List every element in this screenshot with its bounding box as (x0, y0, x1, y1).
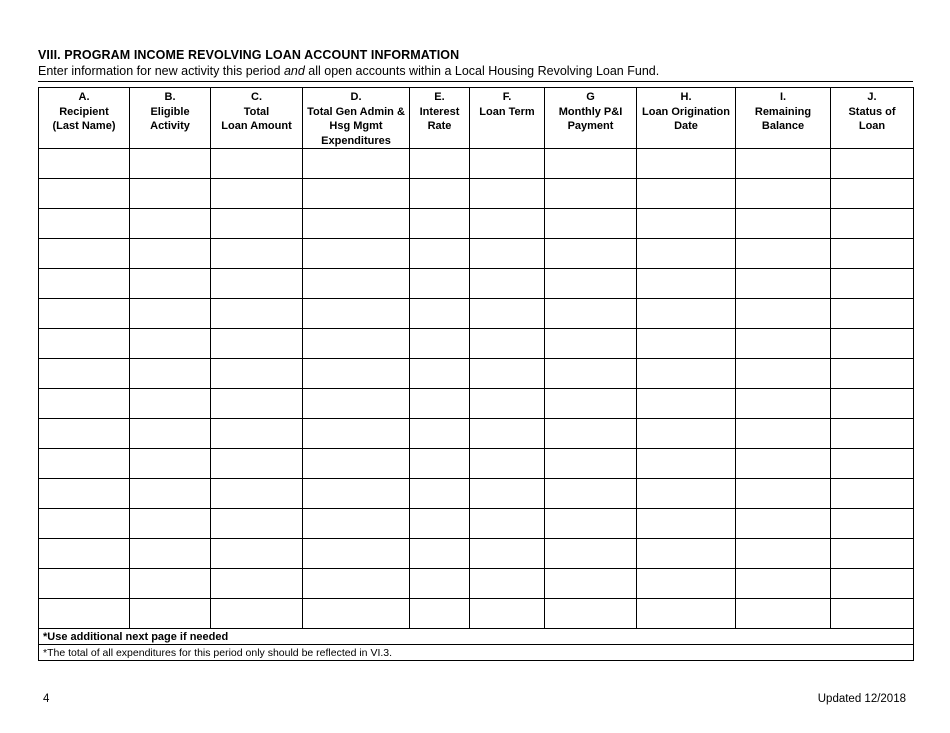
entry-cell-remaining-balance[interactable] (736, 389, 831, 419)
entry-cell-recipient[interactable] (39, 599, 130, 629)
table-row (39, 569, 914, 599)
column-header-monthly-payment: G Monthly P&I Payment (545, 88, 637, 149)
entry-cell-recipient[interactable] (39, 479, 130, 509)
entry-cell-total-loan-amount[interactable] (211, 539, 303, 569)
entry-cell-loan-status[interactable] (831, 539, 914, 569)
entry-cell-monthly-payment[interactable] (545, 509, 637, 539)
entry-cell-recipient[interactable] (39, 359, 130, 389)
table-row (39, 539, 914, 569)
entry-cell-eligible-activity[interactable] (130, 389, 211, 419)
entry-cell-origination-date[interactable] (637, 239, 736, 269)
entry-cell-eligible-activity[interactable] (130, 569, 211, 599)
table-row (39, 209, 914, 239)
entry-cell-origination-date[interactable] (637, 599, 736, 629)
entry-cell-eligible-activity[interactable] (130, 299, 211, 329)
table-row (39, 269, 914, 299)
entry-cell-loan-status[interactable] (831, 329, 914, 359)
entry-cell-interest-rate[interactable] (410, 299, 470, 329)
table-row (39, 479, 914, 509)
table-row (39, 449, 914, 479)
entry-cell-total-loan-amount[interactable] (211, 179, 303, 209)
table-body (39, 149, 914, 629)
table-row (39, 599, 914, 629)
entry-cell-admin-expenditures[interactable] (303, 479, 410, 509)
entry-cell-eligible-activity[interactable] (130, 209, 211, 239)
entry-cell-loan-term[interactable] (470, 209, 545, 239)
updated-date: Updated 12/2018 (817, 693, 906, 705)
entry-cell-interest-rate[interactable] (410, 449, 470, 479)
instruction-text-start: Enter information for new activity this period (38, 64, 284, 78)
entry-cell-remaining-balance[interactable] (736, 329, 831, 359)
entry-cell-total-loan-amount[interactable] (211, 269, 303, 299)
entry-cell-remaining-balance[interactable] (736, 359, 831, 389)
entry-cell-loan-term[interactable] (470, 149, 545, 179)
entry-cell-admin-expenditures[interactable] (303, 329, 410, 359)
entry-cell-remaining-balance[interactable] (736, 599, 831, 629)
entry-cell-admin-expenditures[interactable] (303, 509, 410, 539)
entry-cell-total-loan-amount[interactable] (211, 299, 303, 329)
entry-cell-remaining-balance[interactable] (736, 419, 831, 449)
entry-cell-origination-date[interactable] (637, 299, 736, 329)
entry-cell-origination-date[interactable] (637, 209, 736, 239)
table-row (39, 149, 914, 179)
entry-cell-monthly-payment[interactable] (545, 389, 637, 419)
entry-cell-eligible-activity[interactable] (130, 359, 211, 389)
entry-cell-origination-date[interactable] (637, 569, 736, 599)
entry-cell-monthly-payment[interactable] (545, 179, 637, 209)
table-row (39, 329, 914, 359)
entry-cell-monthly-payment[interactable] (545, 569, 637, 599)
column-header-admin-expenditures: D. Total Gen Admin & Hsg Mgmt Expenditures (303, 88, 410, 149)
table-header-row (39, 88, 914, 149)
entry-cell-origination-date[interactable] (637, 539, 736, 569)
entry-cell-admin-expenditures[interactable] (303, 239, 410, 269)
entry-cell-loan-term[interactable] (470, 269, 545, 299)
entry-cell-remaining-balance[interactable] (736, 449, 831, 479)
entry-cell-interest-rate[interactable] (410, 209, 470, 239)
entry-cell-loan-status[interactable] (831, 359, 914, 389)
entry-cell-interest-rate[interactable] (410, 239, 470, 269)
instruction-text-end: all open accounts within a Local Housing Revolving Loan Fund. (304, 64, 660, 78)
entry-cell-recipient[interactable] (39, 569, 130, 599)
entry-cell-interest-rate[interactable] (410, 419, 470, 449)
page-number: 4 (43, 693, 50, 705)
entry-cell-remaining-balance[interactable] (736, 269, 831, 299)
entry-cell-interest-rate[interactable] (410, 359, 470, 389)
entry-cell-interest-rate[interactable] (410, 539, 470, 569)
entry-cell-eligible-activity[interactable] (130, 509, 211, 539)
entry-cell-monthly-payment[interactable] (545, 329, 637, 359)
entry-cell-monthly-payment[interactable] (545, 209, 637, 239)
entry-cell-admin-expenditures[interactable] (303, 149, 410, 179)
entry-cell-origination-date[interactable] (637, 389, 736, 419)
entry-cell-loan-term[interactable] (470, 419, 545, 449)
entry-cell-loan-status[interactable] (831, 149, 914, 179)
entry-cell-loan-term[interactable] (470, 569, 545, 599)
loan-account-table (38, 87, 914, 661)
entry-cell-total-loan-amount[interactable] (211, 449, 303, 479)
section-instruction (38, 64, 659, 78)
entry-cell-monthly-payment[interactable] (545, 359, 637, 389)
entry-cell-origination-date[interactable] (637, 479, 736, 509)
entry-cell-admin-expenditures[interactable] (303, 179, 410, 209)
entry-cell-total-loan-amount[interactable] (211, 329, 303, 359)
entry-cell-loan-status[interactable] (831, 479, 914, 509)
entry-cell-total-loan-amount[interactable] (211, 599, 303, 629)
entry-cell-admin-expenditures[interactable] (303, 599, 410, 629)
entry-cell-monthly-payment[interactable] (545, 419, 637, 449)
entry-cell-origination-date[interactable] (637, 149, 736, 179)
entry-cell-total-loan-amount[interactable] (211, 239, 303, 269)
entry-cell-loan-term[interactable] (470, 389, 545, 419)
entry-cell-loan-status[interactable] (831, 569, 914, 599)
entry-cell-remaining-balance[interactable] (736, 299, 831, 329)
entry-cell-eligible-activity[interactable] (130, 539, 211, 569)
entry-cell-origination-date[interactable] (637, 329, 736, 359)
entry-cell-interest-rate[interactable] (410, 149, 470, 179)
entry-cell-total-loan-amount[interactable] (211, 149, 303, 179)
entry-cell-loan-term[interactable] (470, 599, 545, 629)
entry-cell-eligible-activity[interactable] (130, 599, 211, 629)
entry-cell-origination-date[interactable] (637, 449, 736, 479)
entry-cell-monthly-payment[interactable] (545, 239, 637, 269)
note-row-additional (39, 629, 914, 645)
entry-cell-eligible-activity[interactable] (130, 449, 211, 479)
column-header-eligible-activity: B. Eligible Activity (130, 88, 211, 149)
entry-cell-recipient[interactable] (39, 269, 130, 299)
entry-cell-total-loan-amount[interactable] (211, 509, 303, 539)
entry-cell-remaining-balance[interactable] (736, 209, 831, 239)
entry-cell-loan-term[interactable] (470, 179, 545, 209)
entry-cell-monthly-payment[interactable] (545, 149, 637, 179)
entry-cell-admin-expenditures[interactable] (303, 359, 410, 389)
entry-cell-monthly-payment[interactable] (545, 539, 637, 569)
entry-cell-interest-rate[interactable] (410, 479, 470, 509)
entry-cell-interest-rate[interactable] (410, 179, 470, 209)
entry-cell-loan-term[interactable] (470, 299, 545, 329)
entry-cell-interest-rate[interactable] (410, 569, 470, 599)
entry-cell-loan-status[interactable] (831, 299, 914, 329)
entry-cell-loan-status[interactable] (831, 389, 914, 419)
entry-cell-remaining-balance[interactable] (736, 539, 831, 569)
entry-cell-eligible-activity[interactable] (130, 419, 211, 449)
entry-cell-loan-term[interactable] (470, 239, 545, 269)
entry-cell-origination-date[interactable] (637, 509, 736, 539)
entry-cell-eligible-activity[interactable] (130, 149, 211, 179)
entry-cell-recipient[interactable] (39, 149, 130, 179)
entry-cell-loan-term[interactable] (470, 329, 545, 359)
entry-cell-admin-expenditures[interactable] (303, 269, 410, 299)
entry-cell-recipient[interactable] (39, 209, 130, 239)
entry-cell-loan-status[interactable] (831, 179, 914, 209)
entry-cell-total-loan-amount[interactable] (211, 209, 303, 239)
entry-cell-loan-status[interactable] (831, 599, 914, 629)
entry-cell-monthly-payment[interactable] (545, 269, 637, 299)
entry-cell-total-loan-amount[interactable] (211, 479, 303, 509)
entry-cell-loan-status[interactable] (831, 419, 914, 449)
column-header-interest-rate: E. Interest Rate (410, 88, 470, 149)
table-row (39, 389, 914, 419)
entry-cell-eligible-activity[interactable] (130, 239, 211, 269)
entry-cell-loan-term[interactable] (470, 539, 545, 569)
column-header-remaining-balance: I. Remaining Balance (736, 88, 831, 149)
column-header-loan-status: J. Status of Loan (831, 88, 914, 149)
entry-cell-loan-term[interactable] (470, 449, 545, 479)
entry-cell-eligible-activity[interactable] (130, 329, 211, 359)
entry-cell-interest-rate[interactable] (410, 269, 470, 299)
entry-cell-interest-rate[interactable] (410, 329, 470, 359)
entry-cell-remaining-balance[interactable] (736, 569, 831, 599)
entry-cell-monthly-payment[interactable] (545, 299, 637, 329)
entry-cell-interest-rate[interactable] (410, 509, 470, 539)
entry-cell-admin-expenditures[interactable] (303, 299, 410, 329)
table-row (39, 299, 914, 329)
entry-cell-admin-expenditures[interactable] (303, 569, 410, 599)
entry-cell-total-loan-amount[interactable] (211, 419, 303, 449)
entry-cell-admin-expenditures[interactable] (303, 389, 410, 419)
entry-cell-recipient[interactable] (39, 419, 130, 449)
table-row (39, 419, 914, 449)
entry-cell-recipient[interactable] (39, 389, 130, 419)
table-row (39, 359, 914, 389)
entry-cell-monthly-payment[interactable] (545, 479, 637, 509)
heading-divider (38, 81, 913, 82)
entry-cell-interest-rate[interactable] (410, 389, 470, 419)
entry-cell-origination-date[interactable] (637, 419, 736, 449)
entry-cell-remaining-balance[interactable] (736, 239, 831, 269)
entry-cell-remaining-balance[interactable] (736, 509, 831, 539)
entry-cell-monthly-payment[interactable] (545, 599, 637, 629)
expenditure-total-note: *The total of all expenditures for this period only should be reflected in VI.3. (39, 645, 914, 661)
entry-cell-origination-date[interactable] (637, 179, 736, 209)
column-header-loan-term: F. Loan Term (470, 88, 545, 149)
entry-cell-loan-status[interactable] (831, 239, 914, 269)
entry-cell-interest-rate[interactable] (410, 599, 470, 629)
column-header-recipient: A. Recipient (Last Name) (39, 88, 130, 149)
table-row (39, 509, 914, 539)
entry-cell-total-loan-amount[interactable] (211, 569, 303, 599)
entry-cell-admin-expenditures[interactable] (303, 209, 410, 239)
entry-cell-admin-expenditures[interactable] (303, 449, 410, 479)
entry-cell-recipient[interactable] (39, 509, 130, 539)
entry-cell-eligible-activity[interactable] (130, 479, 211, 509)
entry-cell-recipient[interactable] (39, 449, 130, 479)
entry-cell-remaining-balance[interactable] (736, 179, 831, 209)
entry-cell-remaining-balance[interactable] (736, 149, 831, 179)
entry-cell-remaining-balance[interactable] (736, 479, 831, 509)
entry-cell-recipient[interactable] (39, 179, 130, 209)
section-title: VIII. PROGRAM INCOME REVOLVING LOAN ACCOUNT INFORMATION (38, 48, 460, 62)
entry-cell-loan-term[interactable] (470, 479, 545, 509)
entry-cell-admin-expenditures[interactable] (303, 419, 410, 449)
entry-cell-recipient[interactable] (39, 299, 130, 329)
entry-cell-loan-term[interactable] (470, 359, 545, 389)
entry-cell-loan-status[interactable] (831, 509, 914, 539)
entry-cell-loan-status[interactable] (831, 209, 914, 239)
entry-cell-monthly-payment[interactable] (545, 449, 637, 479)
entry-cell-recipient[interactable] (39, 539, 130, 569)
entry-cell-loan-term[interactable] (470, 509, 545, 539)
entry-cell-eligible-activity[interactable] (130, 269, 211, 299)
column-header-origination-date: H. Loan Origination Date (637, 88, 736, 149)
instruction-emphasis: and (283, 64, 305, 78)
column-header-total-loan-amount: C. Total Loan Amount (211, 88, 303, 149)
entry-cell-admin-expenditures[interactable] (303, 539, 410, 569)
entry-cell-recipient[interactable] (39, 329, 130, 359)
entry-cell-origination-date[interactable] (637, 359, 736, 389)
note-row-total (39, 645, 914, 661)
entry-cell-origination-date[interactable] (637, 269, 736, 299)
entry-cell-recipient[interactable] (39, 239, 130, 269)
entry-cell-loan-status[interactable] (831, 269, 914, 299)
table-row (39, 179, 914, 209)
entry-cell-eligible-activity[interactable] (130, 179, 211, 209)
additional-page-note: *Use additional next page if needed (39, 629, 914, 645)
entry-cell-total-loan-amount[interactable] (211, 389, 303, 419)
entry-cell-loan-status[interactable] (831, 449, 914, 479)
table-row (39, 239, 914, 269)
entry-cell-total-loan-amount[interactable] (211, 359, 303, 389)
